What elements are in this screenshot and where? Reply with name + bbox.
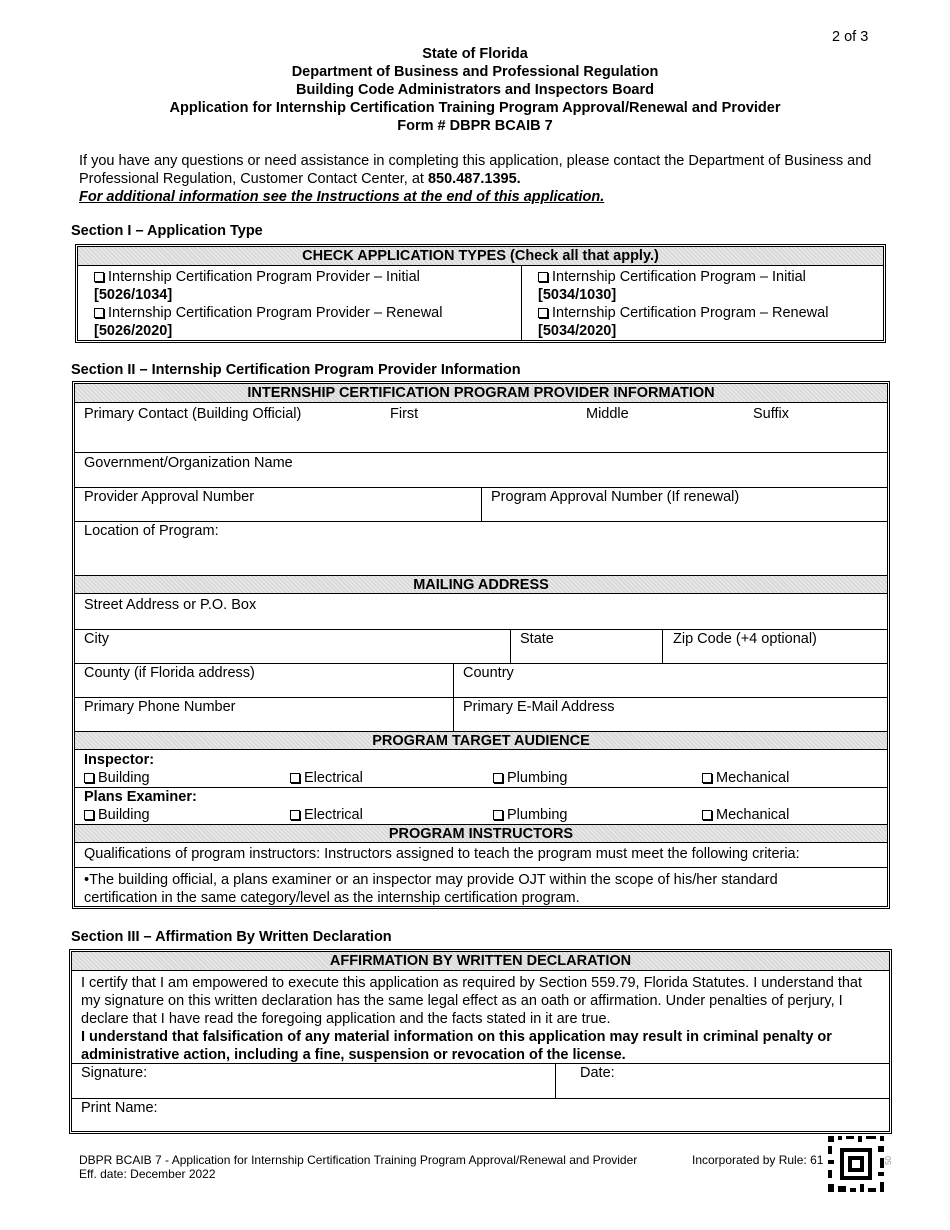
middle-name-label: Middle (586, 406, 629, 422)
state-label: State (520, 631, 554, 647)
header-application-title: Application for Internship Certification Training Program Approval/Renewal and Provider (169, 100, 781, 116)
application-type-table (75, 244, 886, 343)
country-label: Country (463, 665, 514, 681)
first-name-label: First (390, 406, 419, 422)
inspector-mechanical[interactable]: Mechanical (702, 769, 789, 787)
plans-mechanical[interactable]: Mechanical (702, 806, 789, 824)
provider-information-table (72, 381, 890, 909)
county-label: County (if Florida address) (84, 665, 255, 681)
org-name-label: Government/Organization Name (84, 455, 293, 471)
affirmation-text: I certify that I am empowered to execute this application as required by Section 559.79, Florida Statutes. I understand that my signature on this written declaration has the same legal effect as an oath or affirmation. Under penalties of perjury, I declare that I have read the foregoing application and the facts stated in it are true. I understand that falsification of any material information on this application may result in criminal penalty or administrative action, including a fine, suspension or revocation of the license. (81, 975, 863, 1063)
inspector-label: Inspector: (84, 752, 155, 768)
option-code: [5034/2020] (538, 323, 617, 339)
checkbox[interactable] (538, 308, 548, 318)
header-department: Department of Business and Professional Regulation (291, 64, 659, 80)
location-label: Location of Program: (84, 523, 219, 539)
target-audience-header: PROGRAM TARGET AUDIENCE (75, 731, 887, 750)
checkbox[interactable] (290, 810, 300, 820)
street-label: Street Address or P.O. Box (84, 597, 257, 613)
date-label: Date: (580, 1065, 615, 1081)
footer-rule: Incorporated by Rule: 61 (692, 1153, 824, 1167)
section-2-title: Section II – Internship Certification Program Provider Information (71, 362, 521, 378)
provider-info-header: INTERNSHIP CERTIFICATION PROGRAM PROVIDER INFORMATION (75, 384, 887, 403)
affirmation-table (69, 949, 892, 1134)
phone-label: Primary Phone Number (84, 699, 236, 715)
affirmation-header: AFFIRMATION BY WRITTEN DECLARATION (72, 952, 889, 971)
print-name-label: Print Name: (81, 1100, 158, 1116)
contact-phone: 850.487.1395. (427, 171, 521, 187)
program-instructors-header: PROGRAM INSTRUCTORS (75, 824, 887, 843)
checkbox[interactable] (94, 308, 104, 318)
form-header (0, 45, 950, 135)
option-code: [5026/1034] (94, 287, 173, 303)
option-program-initial[interactable]: Internship Certification Program – Initial [5034/1030] (538, 269, 806, 303)
checkbox[interactable] (84, 773, 94, 783)
footer-eff-date: Eff. date: December 2022 (79, 1167, 216, 1181)
program-approval-label: Program Approval Number (If renewal) (491, 489, 740, 505)
plans-examiner-label: Plans Examiner: (84, 789, 197, 805)
checkbox[interactable] (84, 810, 94, 820)
intro-text: If you have any questions or need assistance in completing this application, please contact the Department of Business and Professional Regulation, Customer Contact Center, at (79, 153, 872, 187)
side-number: 50 (884, 1156, 893, 1165)
section-1-title: Section I – Application Type (71, 223, 263, 239)
instructions-note: For additional information see the Instructions at the end of this application. (79, 189, 605, 205)
primary-contact-label: Primary Contact (Building Official) (84, 406, 302, 422)
checkbox[interactable] (493, 810, 503, 820)
checkbox[interactable] (702, 773, 712, 783)
city-label: City (84, 631, 109, 647)
provider-approval-label: Provider Approval Number (84, 489, 255, 505)
option-code: [5034/1030] (538, 287, 617, 303)
inspector-building[interactable]: Building (84, 769, 150, 787)
intro-paragraph (79, 152, 879, 206)
header-state: State of Florida (422, 46, 528, 62)
plans-building[interactable]: Building (84, 806, 150, 824)
instructors-text: Qualifications of program instructors: Instructors assigned to teach the program must meet the following criteria: (84, 846, 800, 862)
suffix-label: Suffix (753, 406, 790, 422)
footer-form-info (79, 1153, 679, 1181)
checkbox[interactable] (493, 773, 503, 783)
section-3-title: Section III – Affirmation By Written Declaration (71, 929, 392, 945)
barcode-icon (826, 1134, 886, 1194)
checkbox[interactable] (290, 773, 300, 783)
checkbox[interactable] (702, 810, 712, 820)
header-board: Building Code Administrators and Inspectors Board (296, 82, 654, 98)
inspector-plumbing[interactable]: Plumbing (493, 769, 567, 787)
option-provider-renewal[interactable]: Internship Certification Program Provider – Renewal [5026/2020] (94, 305, 443, 339)
page-number: 2 of 3 (832, 29, 869, 45)
mailing-address-header: MAILING ADDRESS (75, 575, 887, 594)
option-code: [5026/2020] (94, 323, 173, 339)
checkbox[interactable] (538, 272, 548, 282)
checkbox[interactable] (94, 272, 104, 282)
instructors-bullet: •The building official, a plans examiner or an inspector may provide OJT within the scope of his/her standard certification in the same category/level as the internship certification program. (84, 872, 778, 906)
option-provider-initial[interactable]: Internship Certification Program Provider – Initial [5026/1034] (94, 269, 420, 303)
footer-form-line: DBPR BCAIB 7 - Application for Internship Certification Training Program Approval/Renewal and Provider (79, 1153, 638, 1167)
plans-electrical[interactable]: Electrical (290, 806, 363, 824)
header-form-number: Form # DBPR BCAIB 7 (397, 118, 553, 134)
email-label: Primary E-Mail Address (463, 699, 615, 715)
option-program-renewal[interactable]: Internship Certification Program – Renewal [5034/2020] (538, 305, 829, 339)
application-type-header: CHECK APPLICATION TYPES (Check all that apply.) (78, 247, 883, 266)
inspector-electrical[interactable]: Electrical (290, 769, 363, 787)
affirmation-warning: I understand that falsification of any material information on this application may result in criminal penalty or administrative action, including a fine, suspension or revocation of the license. (81, 1029, 832, 1063)
plans-plumbing[interactable]: Plumbing (493, 806, 567, 824)
zip-label: Zip Code (+4 optional) (673, 631, 817, 647)
signature-label: Signature: (81, 1065, 148, 1081)
